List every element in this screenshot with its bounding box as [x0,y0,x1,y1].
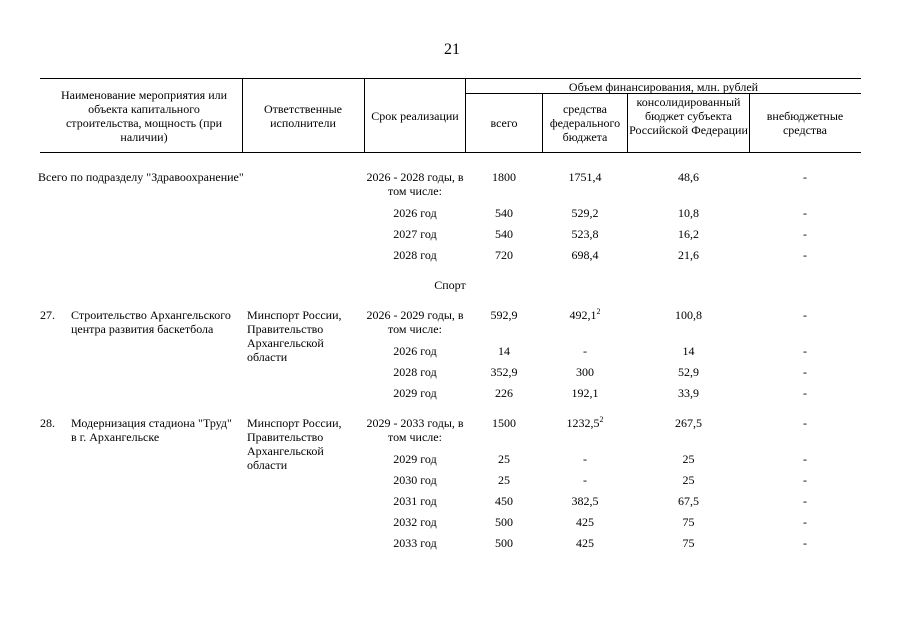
term-cell: 2029 год [393,386,437,400]
item-responsible: Минспорт России, Правительство Архангельской области [247,308,342,364]
total-cell: 540 [495,227,513,241]
term-cell: 2030 год [393,473,437,487]
consolidated-cell: 16,2 [678,227,699,241]
total-cell: 1800 [492,170,516,184]
consolidated-cell: 10,8 [678,206,699,220]
federal-cell: 425 [576,536,594,550]
extrabudget-cell: - [803,536,807,550]
term-cell: 2031 год [393,494,437,508]
extrabudget-cell: - [803,473,807,487]
federal-cell: 1232,5$^2$ [566,415,604,430]
footnote-mark: 2 [596,307,601,316]
federal-cell: 192,1 [571,386,599,400]
header-top-rule [40,78,861,79]
total-cell: 720 [495,248,513,262]
consolidated-cell: 25 [682,473,695,487]
federal-cell: - [583,344,587,358]
item-number: 27. [40,308,55,322]
extrabudget-cell: - [803,416,807,430]
term-cell: 2027 год [393,227,437,241]
federal-cell: 523,8 [571,227,599,241]
consolidated-cell: 100,8 [675,308,702,322]
header-federal: средства федерального бюджета [549,102,621,144]
extrabudget-cell: - [803,344,807,358]
term-cell: 2029 год [393,452,437,466]
extrabudget-cell: - [803,386,807,400]
federal-cell: 698,4 [571,248,599,262]
total-cell: 352,9 [490,365,518,379]
header-responsible: Ответственные исполнители [264,102,342,130]
federal-cell: 492,1$^2$ [569,307,601,322]
total-cell: 592,9 [490,308,518,322]
federal-cell: 425 [576,515,594,529]
total-cell: 14 [498,344,510,358]
total-cell: 500 [495,515,513,529]
consolidated-cell: 67,5 [678,494,699,508]
federal-cell: 1751,4 [568,170,602,184]
federal-cell: 382,5 [571,494,599,508]
item-name: Строительство Архангельского центра развития баскетбола [71,308,231,336]
term-cell: 2028 год [393,248,437,262]
summary-label: Всего по подразделу "Здравоохранение" [38,170,244,184]
total-cell: 25 [498,452,510,466]
consolidated-cell: 267,5 [675,416,702,430]
header-term: Срок реализации [371,109,459,123]
federal-cell: 300 [576,365,594,379]
header-consolidated: консолидированный бюджет субъекта Российской Федерации [629,95,748,137]
consolidated-cell: 21,6 [678,248,699,262]
extrabudget-cell: - [803,308,807,322]
item-responsible: Минспорт России, Правительство Архангельской области [247,416,342,472]
term-cell: 2026 год [393,206,437,220]
extrabudget-cell: - [803,515,807,529]
page-number: 21 [444,41,460,58]
term-cell: 2026 год [393,344,437,358]
total-cell: 25 [498,473,510,487]
header-total: всего [490,116,518,130]
extrabudget-cell: - [803,365,807,379]
consolidated-cell: 25 [682,452,695,466]
federal-cell: - [583,452,587,466]
extrabudget-cell: - [803,170,807,184]
column-divider [749,93,750,152]
total-cell: 450 [495,494,513,508]
term-cell: 2029 - 2033 годы, в том числе: [366,416,464,444]
term-cell: 2032 год [393,515,437,529]
consolidated-cell: 33,9 [678,386,699,400]
consolidated-cell: 52,9 [678,365,699,379]
extrabudget-cell: - [803,452,807,466]
item-name: Модернизация стадиона "Труд" в г. Архангельске [71,416,232,444]
federal-cell: - [583,473,587,487]
extrabudget-cell: - [803,248,807,262]
term-cell: 2026 - 2029 годы, в том числе: [366,308,464,336]
federal-cell: 529,2 [571,206,599,220]
term-cell: 2033 год [393,536,437,550]
consolidated-cell: 75 [682,515,695,529]
extrabudget-cell: - [803,206,807,220]
header-extrabudget: внебюджетные средства [766,109,844,137]
footnote-mark: 2 [599,415,604,424]
consolidated-cell: 14 [682,344,695,358]
consolidated-cell: 48,6 [678,170,699,184]
total-cell: 1500 [492,416,516,430]
total-cell: 500 [495,536,513,550]
header-name: Наименование мероприятия или объекта капитального строительства, мощность (при наличии) [60,88,228,144]
column-divider [242,78,243,152]
section-title: Спорт [434,278,466,292]
total-cell: 226 [495,386,513,400]
header-funding: Объем финансирования, млн. рублей [568,80,759,94]
term-cell: 2028 год [393,365,437,379]
term-cell: 2026 - 2028 годы, в том числе: [366,170,464,198]
extrabudget-cell: - [803,227,807,241]
header-bottom-rule [40,152,861,153]
consolidated-cell: 75 [682,536,695,550]
item-number: 28. [40,416,55,430]
total-cell: 540 [495,206,513,220]
extrabudget-cell: - [803,494,807,508]
